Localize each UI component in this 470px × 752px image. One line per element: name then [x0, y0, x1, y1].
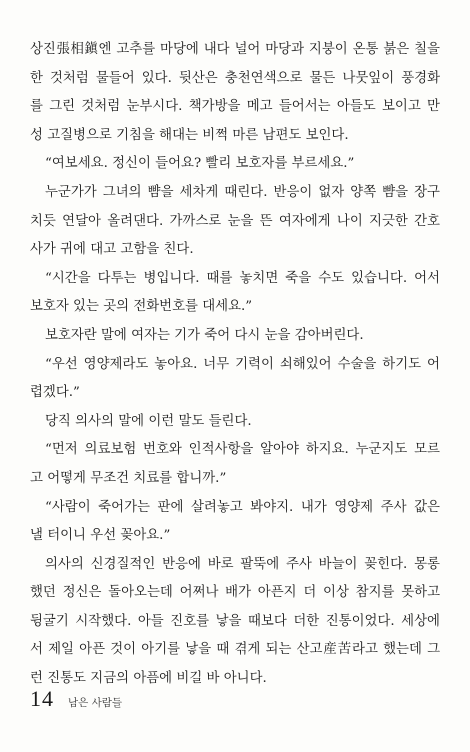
dialogue-line: 고 어떻게 무조건 치료를 합니까.”: [30, 470, 227, 486]
dialogue-line: “사람이 죽어가는 판에 살려놓고 봐야지. 내가 영양제 주사 값은: [45, 499, 440, 515]
text-line: 성 고질병으로 기침을 해대는 비쩍 마른 남편도 보인다.: [30, 127, 349, 143]
text-line: 서 제일 아픈 것이 아기를 낳을 때 겪게 되는 산고産苦라고 했는데 그: [30, 642, 440, 658]
dialogue-line: “우선 영양제라도 놓아요. 너무 기력이 쇠해있어 수술을 하기도 어: [45, 356, 440, 372]
dialogue-line: “시간을 다투는 병입니다. 때를 놓치면 죽을 수도 있습니다. 어서: [45, 270, 440, 286]
text-line: 당직 의사의 말에 이런 말도 들린다.: [45, 413, 252, 429]
dialogue-line: 렵겠다.”: [30, 385, 80, 401]
text-line: 런 진통도 지금의 아픔에 비길 바 아니다.: [30, 671, 267, 687]
text-line: 한 것처럼 물들어 있다. 뒷산은 충천연색으로 물든 나뭇잎이 풍경화: [30, 70, 440, 86]
text-line: 뒹굴기 시작했다. 아들 진호를 낳을 때보다 더한 진통이었다. 세상에: [30, 613, 440, 629]
text-line: 누군가가 그녀의 뺨을 세차게 때린다. 반응이 없자 양쪽 뺨을 장구: [45, 184, 440, 200]
book-title: 남은 사람들: [68, 697, 123, 709]
text-line: 보호자란 말에 여자는 기가 죽어 다시 눈을 감아버린다.: [45, 327, 364, 343]
dialogue-line: 낼 터이니 우선 꽂아요.”: [30, 528, 171, 544]
text-line: 했던 정신은 돌아오는데 어쩌나 배가 아픈지 더 이상 참지를 못하고: [30, 585, 440, 601]
text-line: 를 그린 것처럼 눈부시다. 책가방을 메고 들어서는 아들도 보이고 만: [30, 99, 440, 115]
text-line: 치듯 연달아 올려댄다. 가까스로 눈을 뜬 여자에게 나이 지긋한 간호: [30, 213, 440, 229]
text-line: 사가 귀에 대고 고함을 친다.: [30, 242, 194, 258]
dialogue-line: “여보세요. 정신이 들어요? 빨리 보호자를 부르세요.”: [45, 156, 355, 172]
text-line: 상진張相鎭엔 고추를 마당에 내다 널어 마당과 지붕이 온통 붉은 칠을: [30, 42, 440, 57]
dialogue-line: “먼저 의료보험 번호와 인적사항을 알아야 하지요. 누군지도 모르: [45, 442, 440, 458]
dialogue-line: 보호자 있는 곳의 전화번호를 대세요.”: [30, 299, 253, 315]
page-footer: [30, 686, 122, 716]
page-number: 14: [30, 686, 54, 711]
text-line: 의사의 신경질적인 반응에 바로 팔뚝에 주사 바늘이 꽂힌다. 몽롱: [45, 556, 440, 572]
body-text: [30, 36, 440, 694]
